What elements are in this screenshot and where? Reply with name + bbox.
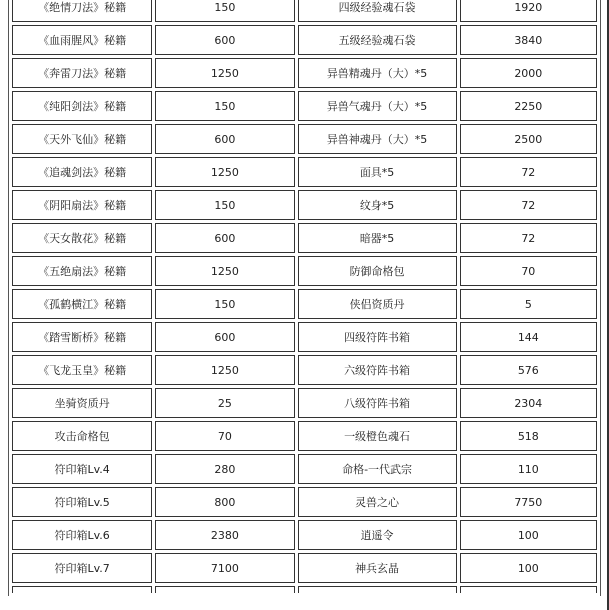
price-cell: 1250: [155, 355, 294, 385]
item-name-cell: 八级符阵书箱: [298, 388, 457, 418]
empty-cell: [460, 586, 597, 593]
item-name-cell: 坐骑资质丹: [12, 388, 152, 418]
price-cell: 600: [155, 322, 294, 352]
item-name-cell: 《血雨腥风》秘籍: [12, 25, 152, 55]
price-cell: 5: [460, 289, 597, 319]
price-cell: 150: [155, 190, 294, 220]
price-cell: 72: [460, 190, 597, 220]
price-cell: 72: [460, 157, 597, 187]
item-name-cell: 面具*5: [298, 157, 457, 187]
item-name-cell: 《天女散花》秘籍: [12, 223, 152, 253]
item-name-cell: 《奔雷刀法》秘籍: [12, 58, 152, 88]
item-name-cell: 《纯阳剑法》秘籍: [12, 91, 152, 121]
price-cell: 70: [155, 421, 294, 451]
table-row: [12, 0, 597, 22]
empty-cell: [155, 586, 294, 593]
price-cell: 2000: [460, 58, 597, 88]
price-cell: 70: [460, 256, 597, 286]
item-name-cell: 侠侣资质丹: [298, 289, 457, 319]
price-cell: 7750: [460, 487, 597, 517]
price-cell: 7100: [155, 553, 294, 583]
price-cell: 2500: [460, 124, 597, 154]
item-name-cell: 符印箱Lv.5: [12, 487, 152, 517]
price-cell: 110: [460, 454, 597, 484]
table-row: [12, 157, 597, 187]
item-name-cell: 符印箱Lv.6: [12, 520, 152, 550]
table-row: [12, 58, 597, 88]
table-row: [12, 256, 597, 286]
table-row: [12, 190, 597, 220]
item-name-cell: 神兵玄晶: [298, 553, 457, 583]
item-name-cell: 四级符阵书箱: [298, 322, 457, 352]
table-row-partial: [12, 586, 597, 593]
item-name-cell: 命格-一代武宗: [298, 454, 457, 484]
empty-cell: [12, 586, 152, 593]
table-row: [12, 421, 597, 451]
price-cell: 2380: [155, 520, 294, 550]
item-name-cell: 《五绝扇法》秘籍: [12, 256, 152, 286]
table-row: [12, 454, 597, 484]
item-name-cell: 四级经验魂石袋: [298, 0, 457, 22]
price-cell: 2250: [460, 91, 597, 121]
item-name-cell: 《天外飞仙》秘籍: [12, 124, 152, 154]
item-name-cell: 纹身*5: [298, 190, 457, 220]
table-row: [12, 91, 597, 121]
item-name-cell: 《绝情刀法》秘籍: [12, 0, 152, 22]
item-name-cell: 《追魂剑法》秘籍: [12, 157, 152, 187]
price-cell: 25: [155, 388, 294, 418]
price-cell: 518: [460, 421, 597, 451]
item-name-cell: 灵兽之心: [298, 487, 457, 517]
price-cell: 600: [155, 124, 294, 154]
price-cell: 72: [460, 223, 597, 253]
price-cell: 100: [460, 520, 597, 550]
empty-cell: [298, 586, 457, 593]
item-name-cell: 暗器*5: [298, 223, 457, 253]
price-cell: 800: [155, 487, 294, 517]
item-name-cell: 《阴阳扇法》秘籍: [12, 190, 152, 220]
price-cell: 150: [155, 91, 294, 121]
table-row: [12, 124, 597, 154]
item-name-cell: 符印箱Lv.4: [12, 454, 152, 484]
price-cell: 600: [155, 223, 294, 253]
table-row: [12, 322, 597, 352]
item-name-cell: 《飞龙玉皇》秘籍: [12, 355, 152, 385]
table-row: [12, 289, 597, 319]
item-name-cell: 五级经验魂石袋: [298, 25, 457, 55]
item-name-cell: 异兽神魂丹（大）*5: [298, 124, 457, 154]
item-name-cell: 攻击命格包: [12, 421, 152, 451]
item-name-cell: 《孤鹤横江》秘籍: [12, 289, 152, 319]
item-name-cell: 逍遥令: [298, 520, 457, 550]
price-cell: 150: [155, 289, 294, 319]
table-row: [12, 487, 597, 517]
item-name-cell: 六级符阵书箱: [298, 355, 457, 385]
exchange-price-table: [8, 0, 601, 596]
item-name-cell: 一级橙色魂石: [298, 421, 457, 451]
price-cell: 144: [460, 322, 597, 352]
price-cell: 3840: [460, 25, 597, 55]
price-cell: 1250: [155, 58, 294, 88]
item-name-cell: 《踏雪断桥》秘籍: [12, 322, 152, 352]
price-cell: 1920: [460, 0, 597, 22]
price-cell: 100: [460, 553, 597, 583]
table-body: [12, 0, 597, 593]
price-cell: 1250: [155, 157, 294, 187]
price-cell: 576: [460, 355, 597, 385]
item-name-cell: 异兽精魂丹（大）*5: [298, 58, 457, 88]
table-row: [12, 388, 597, 418]
price-cell: 150: [155, 0, 294, 22]
table-row: [12, 355, 597, 385]
table-row: [12, 520, 597, 550]
price-cell: 1250: [155, 256, 294, 286]
price-cell: 600: [155, 25, 294, 55]
price-cell: 280: [155, 454, 294, 484]
item-name-cell: 符印箱Lv.7: [12, 553, 152, 583]
table-row: [12, 25, 597, 55]
table-row: [12, 223, 597, 253]
price-cell: 2304: [460, 388, 597, 418]
table-row: [12, 553, 597, 583]
item-name-cell: 异兽气魂丹（大）*5: [298, 91, 457, 121]
item-name-cell: 防御命格包: [298, 256, 457, 286]
